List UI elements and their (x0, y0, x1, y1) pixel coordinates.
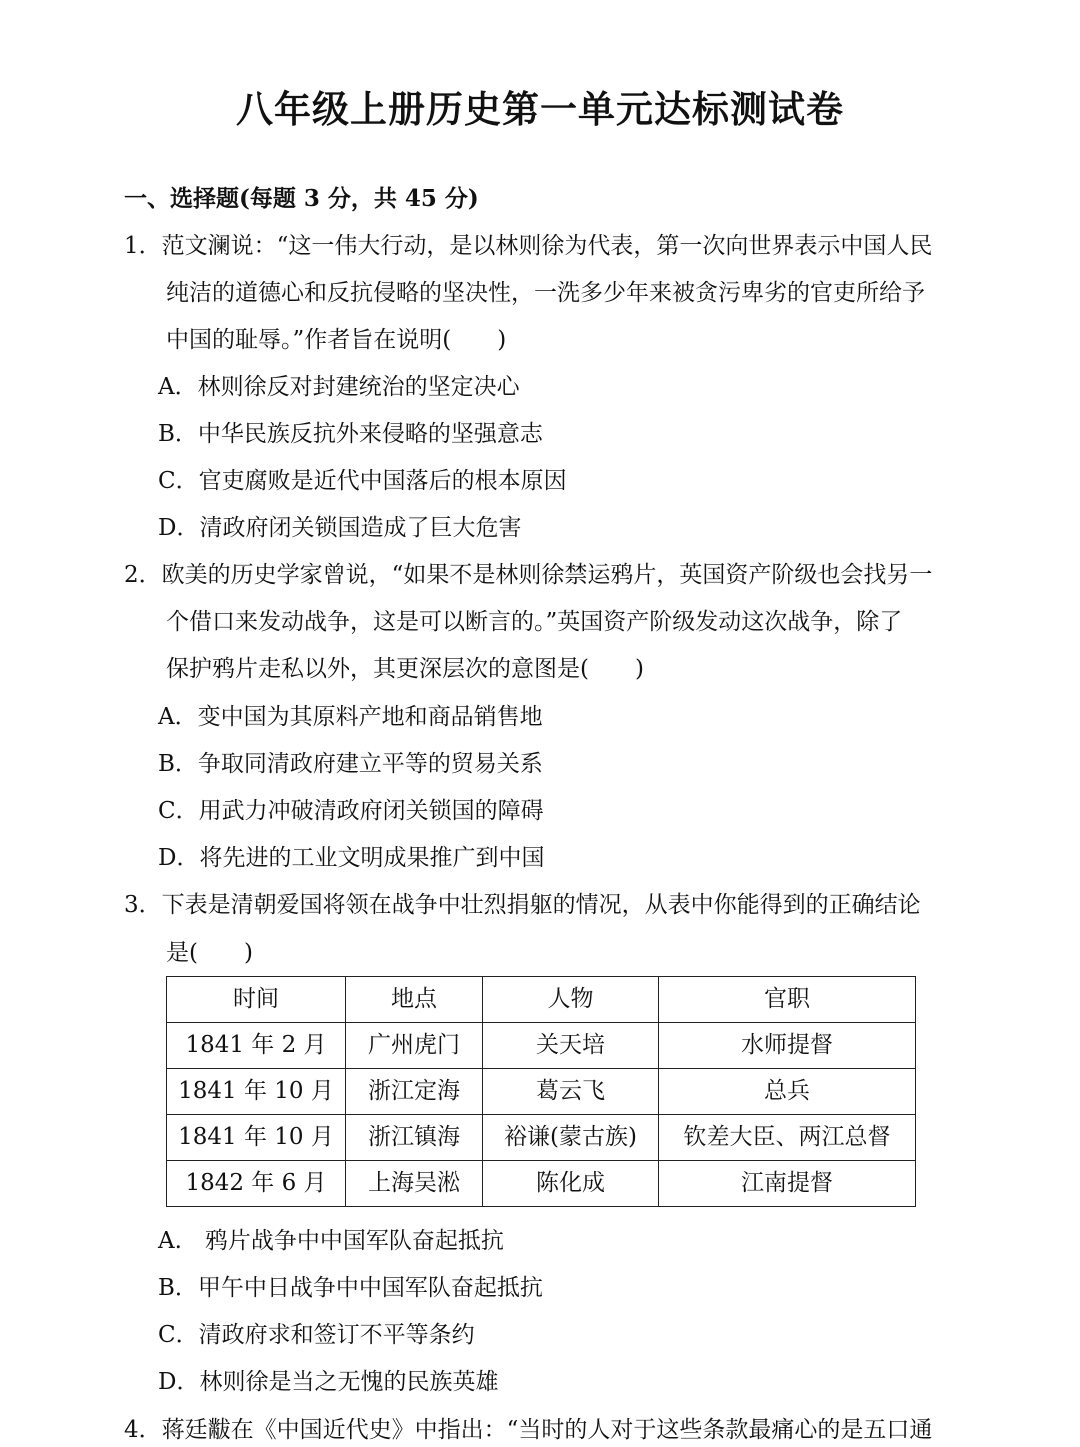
table-cell: 浙江定海 (346, 1069, 483, 1115)
q4-stem-line-1: 4．蒋廷黻在《中国近代史》中指出：“当时的人对于这些条款最痛心的是五口通 (124, 1417, 933, 1443)
q1-option-b: B．中华民族反抗外来侵略的坚强意志 (158, 421, 543, 447)
table-row (167, 1069, 916, 1115)
table-row (167, 1115, 916, 1161)
q3-option-c: C．清政府求和签订不平等条约 (158, 1322, 475, 1348)
q2-stem-line-3: 保护鸦片走私以外，其更深层次的意图是( ) (166, 656, 644, 682)
page-title: 八年级上册历史第一单元达标测试卷 (236, 87, 844, 131)
section-heading: 一、选择题(每题 3 分，共 45 分) (124, 185, 479, 212)
q3-option-d: D．林则徐是当之无愧的民族英雄 (158, 1369, 499, 1395)
table-cell: 1842 年 6 月 (167, 1161, 346, 1207)
table-row (167, 1161, 916, 1207)
q2-option-a: A．变中国为其原料产地和商品销售地 (158, 704, 543, 730)
q1-option-a: A．林则徐反对封建统治的坚定决心 (158, 374, 520, 400)
table-cell: 1841 年 10 月 (167, 1115, 346, 1161)
table-cell: 裕谦(蒙古族) (483, 1115, 659, 1161)
table-cell: 关天培 (483, 1023, 659, 1069)
table-cell: 上海吴淞 (346, 1161, 483, 1207)
table-cell: 钦差大臣、两江总督 (659, 1115, 916, 1161)
table-cell: 总兵 (659, 1069, 916, 1115)
table-header-cell: 官职 (659, 977, 916, 1023)
q1-option-d: D．清政府闭关锁国造成了巨大危害 (158, 515, 522, 541)
q2-stem-line-1: 2．欧美的历史学家曾说，“如果不是林则徐禁运鸦片，英国资产阶级也会找另一 (124, 562, 933, 588)
table-cell: 陈化成 (483, 1161, 659, 1207)
table-header-row (167, 977, 916, 1023)
q3-stem-line-2: 是( ) (166, 940, 253, 966)
table-row (167, 1023, 916, 1069)
q1-option-c: C．官吏腐败是近代中国落后的根本原因 (158, 468, 567, 494)
q3-table (166, 976, 916, 1207)
q2-option-d: D．将先进的工业文明成果推广到中国 (158, 845, 545, 871)
q2-option-b: B．争取同清政府建立平等的贸易关系 (158, 751, 543, 777)
q1-stem-line-1: 1．范文澜说：“这一伟大行动，是以林则徐为代表，第一次向世界表示中国人民 (124, 233, 933, 259)
table-cell: 1841 年 10 月 (167, 1069, 346, 1115)
table-cell: 广州虎门 (346, 1023, 483, 1069)
q3-option-a: A. 鸦片战争中中国军队奋起抵抗 (158, 1228, 504, 1254)
table-header-cell: 人物 (483, 977, 659, 1023)
table-header-cell: 时间 (167, 977, 346, 1023)
q1-stem-line-3: 中国的耻辱。”作者旨在说明( ) (166, 327, 507, 353)
q3-stem-line-1: 3．下表是清朝爱国将领在战争中壮烈捐躯的情况，从表中你能得到的正确结论 (124, 892, 921, 918)
table-cell: 江南提督 (659, 1161, 916, 1207)
q2-stem-line-2: 个借口来发动战争，这是可以断言的。”英国资产阶级发动这次战争，除了 (166, 609, 903, 635)
table-cell: 1841 年 2 月 (167, 1023, 346, 1069)
q1-stem-line-2: 纯洁的道德心和反抗侵略的坚决性，一洗多少年来被贪污卑劣的官吏所给予 (166, 280, 925, 306)
q3-option-b: B．甲午中日战争中中国军队奋起抵抗 (158, 1275, 543, 1301)
table-cell: 水师提督 (659, 1023, 916, 1069)
table-cell: 葛云飞 (483, 1069, 659, 1115)
table-cell: 浙江镇海 (346, 1115, 483, 1161)
table-header-cell: 地点 (346, 977, 483, 1023)
q2-option-c: C．用武力冲破清政府闭关锁国的障碍 (158, 798, 544, 824)
